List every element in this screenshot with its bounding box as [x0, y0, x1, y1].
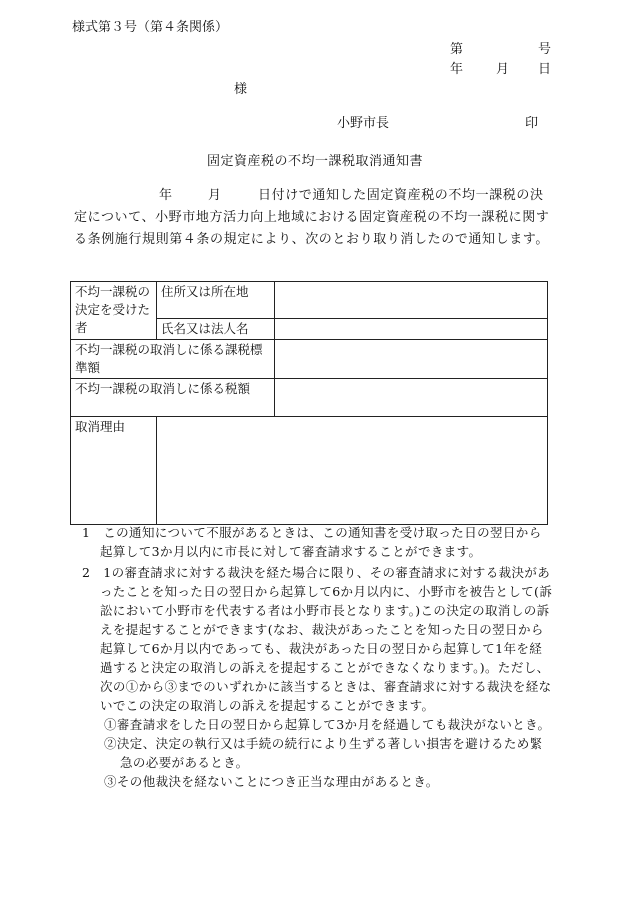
issuer-name: 小野市長: [337, 116, 390, 131]
reason-label: 取消理由: [71, 417, 157, 525]
note-2-item-3: ③その他裁決を経ないことにつき正当な理由があるとき。: [104, 774, 439, 789]
issue-day: 日: [538, 62, 552, 77]
recipient-label: 不均一課税の決定を受けた者: [71, 282, 157, 340]
tax-standard-value: [275, 340, 548, 379]
seal-mark: 印: [525, 116, 539, 131]
issue-year: 年: [450, 62, 464, 77]
issue-month: 月: [496, 62, 510, 77]
body-date-month: 月: [208, 188, 222, 203]
address-value: [275, 282, 548, 319]
tax-amount-label: 不均一課税の取消しに係る税額: [71, 379, 275, 417]
tax-standard-label: 不均一課税の取消しに係る課税標準額: [71, 340, 275, 379]
note-2: 2 1の審査請求に対する裁決を経た場合に限り、その審査請求に対する裁決があったことを知った日の翌日から起算して6か月以内に、小野市を被告として(訴訟において小野市を代表する者は小野市長となります。)この決定の取消しの訴えを提起することができます(なお、裁決があったことを知った日の翌日から起算して6か月以内であっても、裁決があった日の翌日から起算して1年を経過すると決定の取消しの訴えを提起することができなくなります。)。ただし、次の①から③までのいずれかに該当するときは、審査請求に対する裁決を経ないでこの決定の取消しの訴えを提起することができます。: [82, 565, 553, 713]
form-number: 様式第３号（第４条関係）: [72, 20, 229, 35]
reason-value: [157, 417, 548, 525]
body-text: 日付けで通知した固定資産税の不均一課税の決定について、小野市地方活力向上地域における固定資産税の不均一課税に関する条例施行規則第４条の規定により、次のとおり取り消したので通知します。: [74, 188, 550, 247]
note-2-item-1: ①審査請求をした日の翌日から起算して3か月を経過しても裁決がないとき。: [104, 717, 551, 732]
note-1: 1 この通知について不服があるときは、この通知書を受け取った日の翌日から起算して3か月以内に市長に対して審査請求することができます。: [82, 525, 542, 559]
body-date-year: 年: [159, 188, 173, 203]
address-label: 住所又は所在地: [157, 282, 275, 319]
document-title: 固定資産税の不均一課税取消通知書: [207, 154, 424, 169]
note-2-item-2: ②決定、決定の執行又は手続の続行により生ずる著しい損害を避けるため緊急の必要があるとき。: [104, 736, 543, 770]
addressee-suffix: 様: [234, 82, 248, 97]
notice-table: [70, 281, 548, 525]
issue-number-label: 第: [450, 42, 464, 57]
notes-section: [82, 523, 554, 791]
tax-amount-value: [275, 379, 548, 417]
name-label: 氏名又は法人名: [157, 319, 275, 340]
issue-number-suffix: 号: [538, 42, 552, 57]
name-value: [275, 319, 548, 340]
